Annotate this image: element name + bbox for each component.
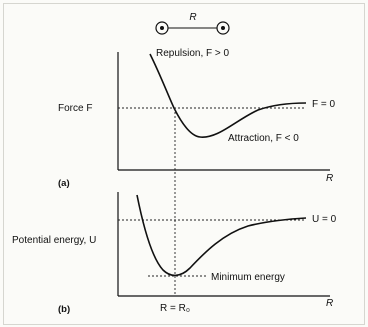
force-zero-label: F = 0 [312,99,336,110]
energy-x-label: R [326,298,334,309]
atom-pair [156,12,229,34]
r0-label: R = R₀ [160,303,190,314]
panel-a-tag: (a) [58,178,70,189]
energy-y-label: Potential energy, U [12,235,97,246]
repulsion-label: Repulsion, F > 0 [156,48,230,59]
panel-b-tag: (b) [58,304,71,315]
separation-label: R [189,12,197,23]
force-y-label: Force F [58,103,93,114]
force-x-label: R [326,173,334,184]
minimum-energy-label: Minimum energy [211,272,285,283]
force-panel [58,48,336,189]
attraction-label: Attraction, F < 0 [228,133,299,144]
energy-zero-label: U = 0 [312,214,337,225]
energy-panel [12,192,337,315]
energy-curve [137,195,306,275]
force-curve [150,54,306,137]
